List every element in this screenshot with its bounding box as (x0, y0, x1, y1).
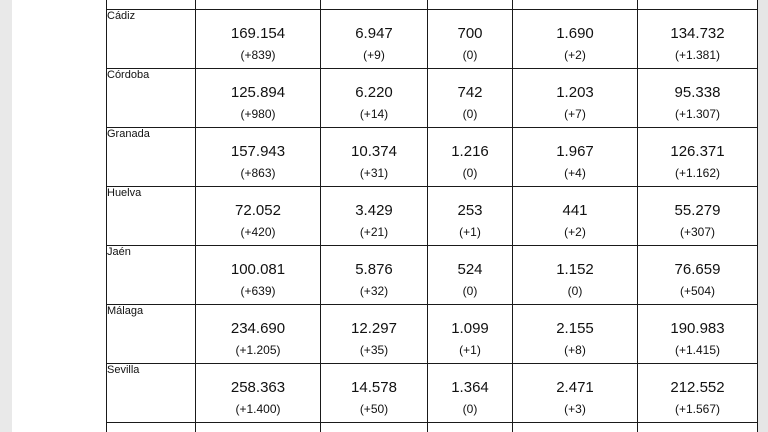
table-cell (638, 187, 758, 246)
cell-total-value: 1.690 (556, 25, 594, 42)
table-row (107, 246, 758, 305)
cell-change-value: (+639) (240, 284, 276, 298)
table-cell (321, 187, 428, 246)
partial-cell (107, 423, 196, 432)
partial-cell (196, 0, 321, 10)
cell-change-value: (+1.381) (674, 48, 721, 62)
cell-total-value: 1.364 (451, 379, 489, 396)
table-body (107, 0, 758, 432)
province-name: Sevilla (107, 364, 196, 423)
table-row (107, 10, 758, 69)
cell-total-value: 1.216 (451, 143, 489, 160)
cell-total-value: 1.203 (556, 84, 594, 101)
table-cell (196, 305, 321, 364)
table-row-partial (107, 0, 758, 10)
table-cell (638, 128, 758, 187)
table-cell (638, 305, 758, 364)
table-cell (428, 246, 513, 305)
table-cell (513, 10, 638, 69)
cell-total-value: 72.052 (235, 202, 281, 219)
table-cell (513, 128, 638, 187)
cell-change-value: (+1.415) (674, 343, 721, 357)
cell-change-value: (+1.567) (674, 402, 721, 416)
cell-change-value: (+1) (459, 225, 481, 239)
cell-total-value: 157.943 (230, 143, 286, 160)
table-cell (513, 69, 638, 128)
cell-change-value: (+1.205) (235, 343, 281, 357)
cell-total-value: 234.690 (230, 320, 286, 337)
cell-change-value: (+420) (240, 225, 276, 239)
province-name: Córdoba (107, 69, 196, 128)
table-row (107, 69, 758, 128)
table-cell (428, 10, 513, 69)
partial-cell (638, 423, 758, 432)
cell-total-value: 134.732 (670, 25, 725, 42)
partial-cell (513, 423, 638, 432)
cell-total-value: 10.374 (351, 143, 397, 160)
province-name: Granada (107, 128, 196, 187)
cell-change-value: (+2) (564, 225, 586, 239)
cell-change-value: (+839) (240, 48, 276, 62)
cell-change-value: (+21) (359, 225, 389, 239)
table-cell (321, 364, 428, 423)
cell-total-value: 441 (562, 202, 588, 219)
cell-total-value: 95.338 (674, 84, 721, 101)
table-row-partial (107, 423, 758, 432)
table-cell (638, 364, 758, 423)
cell-total-value: 1.152 (556, 261, 594, 278)
cell-change-value: (+3) (564, 402, 586, 416)
viewer-right-margin (758, 0, 768, 432)
cell-change-value: (+863) (240, 166, 276, 180)
cell-change-value: (+32) (359, 284, 389, 298)
table-cell (196, 187, 321, 246)
table-cell (513, 305, 638, 364)
province-name: Cádiz (107, 10, 196, 69)
table-cell (513, 187, 638, 246)
cell-total-value: 258.363 (230, 379, 286, 396)
cell-total-value: 100.081 (230, 261, 286, 278)
viewer-left-margin (0, 0, 12, 432)
cell-change-value: (+504) (679, 284, 716, 298)
cell-change-value: (+9) (363, 48, 385, 62)
cell-total-value: 1.099 (451, 320, 489, 337)
province-data-table (106, 0, 758, 432)
partial-cell (428, 423, 513, 432)
table-cell (638, 246, 758, 305)
cell-total-value: 12.297 (351, 320, 397, 337)
cell-change-value: (+307) (679, 225, 716, 239)
table-cell (321, 128, 428, 187)
partial-cell (107, 0, 196, 10)
province-name: Jaén (107, 246, 196, 305)
cell-change-value: (+50) (359, 402, 389, 416)
cell-total-value: 700 (457, 25, 483, 42)
cell-total-value: 6.220 (355, 84, 393, 101)
partial-cell (321, 0, 428, 10)
table-cell (513, 246, 638, 305)
cell-change-value: (+31) (359, 166, 389, 180)
cell-change-value: (+4) (564, 166, 586, 180)
cell-change-value: (+14) (359, 107, 389, 121)
cell-change-value: (0) (567, 284, 583, 298)
cell-total-value: 3.429 (355, 202, 393, 219)
cell-total-value: 169.154 (230, 25, 286, 42)
cell-change-value: (+7) (564, 107, 586, 121)
cell-total-value: 253 (457, 202, 483, 219)
cell-change-value: (0) (462, 48, 478, 62)
cell-total-value: 76.659 (674, 261, 721, 278)
table-cell (196, 69, 321, 128)
table-row (107, 305, 758, 364)
cell-total-value: 126.371 (670, 143, 725, 160)
cell-change-value: (0) (462, 166, 478, 180)
cell-change-value: (0) (462, 284, 478, 298)
cell-change-value: (+8) (564, 343, 586, 357)
table-cell (638, 69, 758, 128)
table-cell (196, 10, 321, 69)
table-cell (196, 364, 321, 423)
cell-change-value: (+1.307) (674, 107, 721, 121)
cell-total-value: 524 (457, 261, 483, 278)
cell-total-value: 2.471 (556, 379, 594, 396)
table-cell (321, 305, 428, 364)
table-cell (638, 10, 758, 69)
cell-change-value: (+1.400) (235, 402, 281, 416)
table-cell (196, 128, 321, 187)
partial-cell (513, 0, 638, 10)
cell-total-value: 1.967 (556, 143, 594, 160)
cell-total-value: 6.947 (355, 25, 393, 42)
cell-total-value: 742 (457, 84, 483, 101)
cell-change-value: (+35) (359, 343, 389, 357)
cell-change-value: (+1.162) (674, 166, 721, 180)
table-row (107, 128, 758, 187)
table-cell (428, 128, 513, 187)
table-cell (196, 246, 321, 305)
cell-total-value: 5.876 (355, 261, 393, 278)
table-cell (428, 69, 513, 128)
partial-cell (428, 0, 513, 10)
partial-cell (196, 423, 321, 432)
table-cell (428, 187, 513, 246)
table-cell (428, 364, 513, 423)
table-cell (428, 305, 513, 364)
table-row (107, 187, 758, 246)
table-cell (513, 364, 638, 423)
table-row (107, 364, 758, 423)
table-cell (321, 10, 428, 69)
cell-total-value: 14.578 (351, 379, 397, 396)
cell-change-value: (+980) (240, 107, 276, 121)
table-cell (321, 69, 428, 128)
cell-total-value: 2.155 (556, 320, 594, 337)
cell-change-value: (0) (462, 107, 478, 121)
cell-change-value: (0) (462, 402, 478, 416)
cell-total-value: 212.552 (670, 379, 725, 396)
partial-cell (321, 423, 428, 432)
cell-change-value: (+1) (459, 343, 481, 357)
partial-cell (638, 0, 758, 10)
cell-total-value: 190.983 (670, 320, 725, 337)
cell-total-value: 55.279 (674, 202, 721, 219)
province-name: Málaga (107, 305, 196, 364)
table-cell (321, 246, 428, 305)
province-name: Huelva (107, 187, 196, 246)
cell-change-value: (+2) (564, 48, 586, 62)
cell-total-value: 125.894 (230, 84, 286, 101)
